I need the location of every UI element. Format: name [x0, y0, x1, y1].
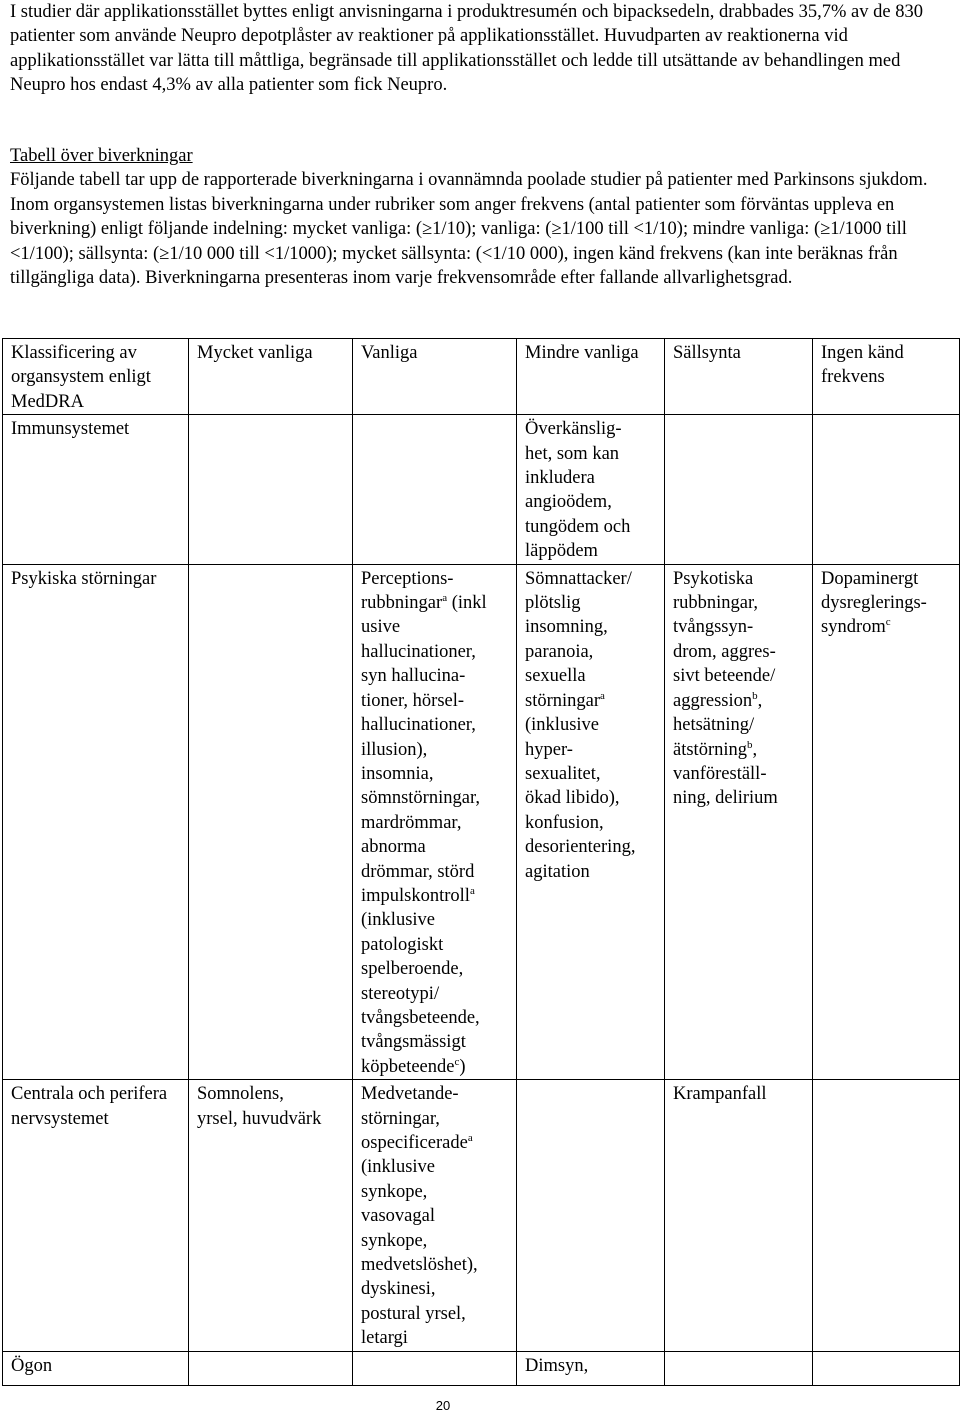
header-uncommon: Mindre vanliga [517, 339, 665, 415]
adverse-reactions-table [2, 338, 960, 1386]
section-description: Följande tabell tar upp de rapporterade biverkningarna i ovannämnda poolade studier på patienter med Parkinsons sjukdom. Inom organsystemen listas biverkningarna under rubriker som anger frekvens (antal patienter som förväntas uppleva en biverkning) enligt följande indelning: mycket vanliga: (≥1/10); vanliga: (≥1/100 till <1/10); mindre vanliga: (≥1/1000 till <1/100); sällsynta: (≥1/10 000 till <1/1000); mycket sällsynta: (<1/10 000), ingen känd frekvens (kan inte beräknas från tillgängliga data). Biverkningarna presenteras inom varje frekvensområde efter fallande allvarlighetsgrad. [10, 170, 928, 289]
page-number: 20 [435, 1398, 451, 1413]
organ-cell: Immunsystemet [3, 415, 189, 564]
common-cell: Perceptions- rubbningar$^a$ (inkl usive hallucinationer, syn hallucina- tioner, hörsel- hallucinationer, illusion), insomnia, sömnstörningar, mardrömmar, abnorma drömmar, störd impulskontroll$^a$ (inklusive patologiskt spelberoende, stereotypi/ tvångsbeteende, tvångsmässigt köpbeteende$^c$) [353, 564, 517, 1080]
rare-cell [665, 1352, 813, 1386]
common-cell [353, 415, 517, 564]
table-row [3, 564, 960, 1080]
intro-paragraph: I studier där applikationsstället byttes enligt anvisningarna i produktresumén och bipacksedeln, drabbades 35,7% av de 830 patienter som använde Neupro depotplåster av reaktioner på applikationsstället. Huvudparten av reaktionerna vid applikationsstället var lätta till måttliga, begränsade till applikationsstället och ledde till utsättande av behandlingen med Neupro hos endast 4,3% av alla patienter som fick Neupro. [10, 2, 923, 96]
very-common-cell [189, 564, 353, 1080]
header-rare: Sällsynta [665, 339, 813, 415]
organ-cell: Centrala och perifera nervsystemet [3, 1080, 189, 1352]
very-common-cell [189, 1352, 353, 1386]
table-row [3, 1080, 960, 1352]
uncommon-cell: Sömnattacker/ plötslig insomning, paranoia, sexuella störningar$^a$ (inklusive hyper- sexualitet, ökad libido), konfusion, desorientering, agitation [517, 564, 665, 1080]
unknown-cell: Dopaminergt dysreglerings- syndrom$^c$ [813, 564, 960, 1080]
table-row [3, 415, 960, 564]
table-header-row [3, 339, 960, 415]
unknown-cell [813, 1352, 960, 1386]
very-common-cell: Somnolens, yrsel, huvudvärk [189, 1080, 353, 1352]
adverse-reactions-section [10, 144, 945, 290]
header-common: Vanliga [353, 339, 517, 415]
organ-cell: Ögon [3, 1352, 189, 1386]
rare-cell: Krampanfall [665, 1080, 813, 1352]
uncommon-cell: Överkänslig- het, som kan inkludera angioödem, tungödem och läppödem [517, 415, 665, 564]
common-cell: Medvetande- störningar, ospecificerade$^a$ (inklusive synkope, vasovagal synkope, medvetslöshet), dyskinesi, postural yrsel, letargi [353, 1080, 517, 1352]
unknown-cell [813, 1080, 960, 1352]
uncommon-cell: Dimsyn, [517, 1352, 665, 1386]
rare-cell: Psykotiska rubbningar, tvångssyn- drom, aggres- sivt beteende/ aggression$^b$, hetsätning/ ätstörning$^b$, vanföreställ- ning, delirium [665, 564, 813, 1080]
organ-cell: Psykiska störningar [3, 564, 189, 1080]
very-common-cell [189, 415, 353, 564]
uncommon-cell [517, 1080, 665, 1352]
header-very-common: Mycket vanliga [189, 339, 353, 415]
header-organ-class: Klassificering av organsystem enligt MedDRA [3, 339, 189, 415]
header-unknown: Ingen känd frekvens [813, 339, 960, 415]
common-cell [353, 1352, 517, 1386]
section-title: Tabell över biverkningar [10, 146, 193, 166]
unknown-cell [813, 415, 960, 564]
table-row [3, 1352, 960, 1386]
rare-cell [665, 415, 813, 564]
